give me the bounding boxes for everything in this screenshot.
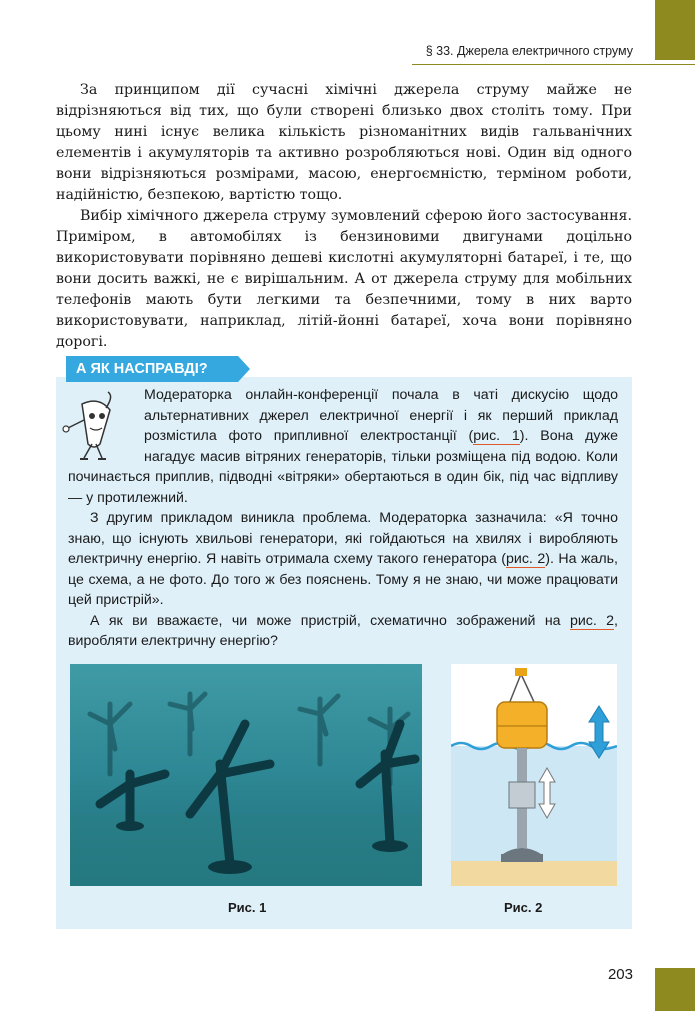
header-rule xyxy=(412,64,695,65)
wave-generator-diagram xyxy=(451,664,617,886)
chapter-tab-top xyxy=(655,0,695,60)
page-number: 203 xyxy=(607,966,633,983)
fig2-caption: Рис. 2 xyxy=(504,900,543,915)
ref-fig2-link[interactable]: рис. 2 xyxy=(506,551,546,567)
ref-fig1-link[interactable]: рис. 1 xyxy=(473,428,520,444)
box-title-arrow xyxy=(238,356,250,382)
chapter-tab-bottom xyxy=(655,968,695,1011)
box-paragraph-2: З другим прикладом виникла проблема. Модераторка зазначила: «Я точно знаю, що існують хвильові генератори, які гойдаються на хвилях і виробляють електричну енергію. Я навіть отримала схему такого генератора (рис. 2). На жаль, це схема, а не фото. До того ж без пояснень. Тому я не знаю, чи може працювати цей пристрій». xyxy=(68,510,619,608)
box-text xyxy=(68,385,618,652)
ref-fig2-link-2[interactable]: рис. 2 xyxy=(569,612,615,629)
fig1-caption: Рис. 1 xyxy=(228,900,267,915)
tidal-turbines-photo xyxy=(70,664,422,886)
paragraph-2: Вибір хімічного джерела струму зумовлений сферою його застосування. Приміром, в автомобілях із бензиновими двигунами доцільно використовувати порівняно дешеві кислотні акумуляторні батареї, і те, що вони досить важкі, не є вирішальним. А от джерела струму для мобільних телефонів мають бути легкими та безпечними, тому в них варто використовувати, наприклад, літій-йонні батареї, хоча вони порівняно дорогі. xyxy=(56,208,632,350)
main-text xyxy=(56,80,632,353)
box-title: А ЯК НАСПРАВДІ? xyxy=(66,356,238,382)
box-paragraph-1: Модераторка онлайн-конференції почала в чаті дискусію щодо альтернативних джерел електричної енергії і як перший приклад розмістила фото припливної електростанції (рис. 1). Вона дуже нагадує масив вітряних генераторів, тільки розміщена під водою. Коли починається приплив, підводні «вітряки» обертаються в один бік, під час відпливу — у протилежний. xyxy=(68,387,619,506)
paragraph-1: За принципом дії сучасні хімічні джерела струму майже не відрізняються від тих, що були створені близько двох століть тому. При цьому нині існує велика кількість різноманітних видів гальванічних елементів і акумуляторів та активно розробляються нові. Один від одного вони відрізняються розмірами, масою, енергоємністю, терміном роботи, надійністю, безпекою, вартістю тощо. xyxy=(56,82,632,203)
running-header: § 33. Джерела електричного струму xyxy=(425,44,633,58)
box-paragraph-3: А як ви вважаєте, чи може пристрій, схематично зображений на рис. 2, виробляти електричну енергію? xyxy=(68,612,618,649)
